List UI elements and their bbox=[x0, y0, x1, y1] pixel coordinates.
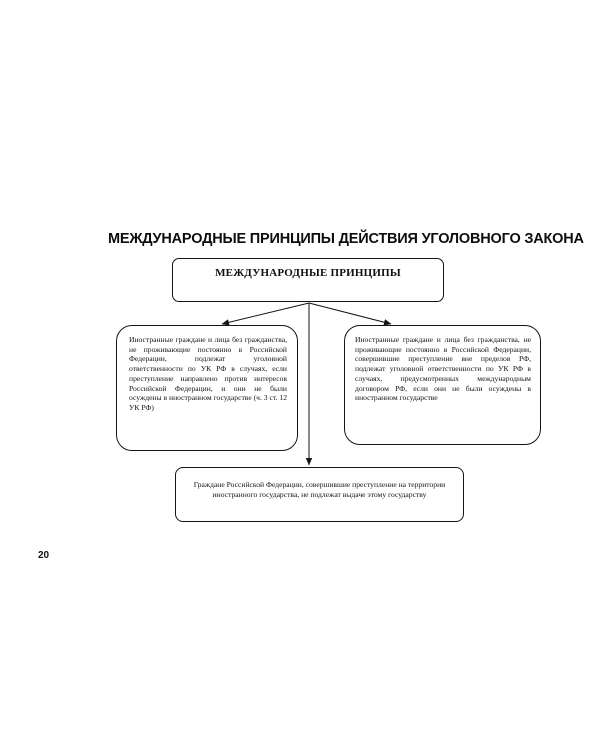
bottom-node-text: Граждане Российской Федерации, совершившие преступление на территории иностранного государства, не подлежат выдаче этому государству bbox=[193, 480, 446, 499]
left-node bbox=[116, 325, 298, 451]
right-node-text: Иностранные граждане и лица без гражданства, не проживающие постоянно в Российской Федерации, совершившие преступление вне пределов РФ, подлежат уголовной ответственности по УК РФ в случаях, предусмотренных международным договором РФ, если они не были осуждены в иностранном государстве bbox=[355, 335, 531, 403]
bottom-node bbox=[175, 467, 464, 522]
page-title: МЕЖДУНАРОДНЫЕ ПРИНЦИПЫ ДЕЙСТВИЯ УГОЛОВНОГО ЗАКОНА bbox=[108, 231, 584, 247]
top-node-label: МЕЖДУНАРОДНЫЕ ПРИНЦИПЫ bbox=[215, 267, 401, 279]
arrow-to-right-node bbox=[309, 303, 391, 324]
arrow-to-left-node bbox=[222, 303, 309, 324]
top-node bbox=[172, 258, 444, 302]
left-node-text: Иностранные граждане и лица без гражданства, не проживающие постоянно в Российской Федерации, подлежат уголовной ответственности по УК РФ в случаях, если преступление направлено против интересов Российской Федерации, и они не были осуждены в иностранном государстве (ч. 3 ст. 12 УК РФ) bbox=[129, 335, 287, 412]
page-number: 20 bbox=[38, 550, 50, 561]
right-node bbox=[344, 325, 541, 445]
